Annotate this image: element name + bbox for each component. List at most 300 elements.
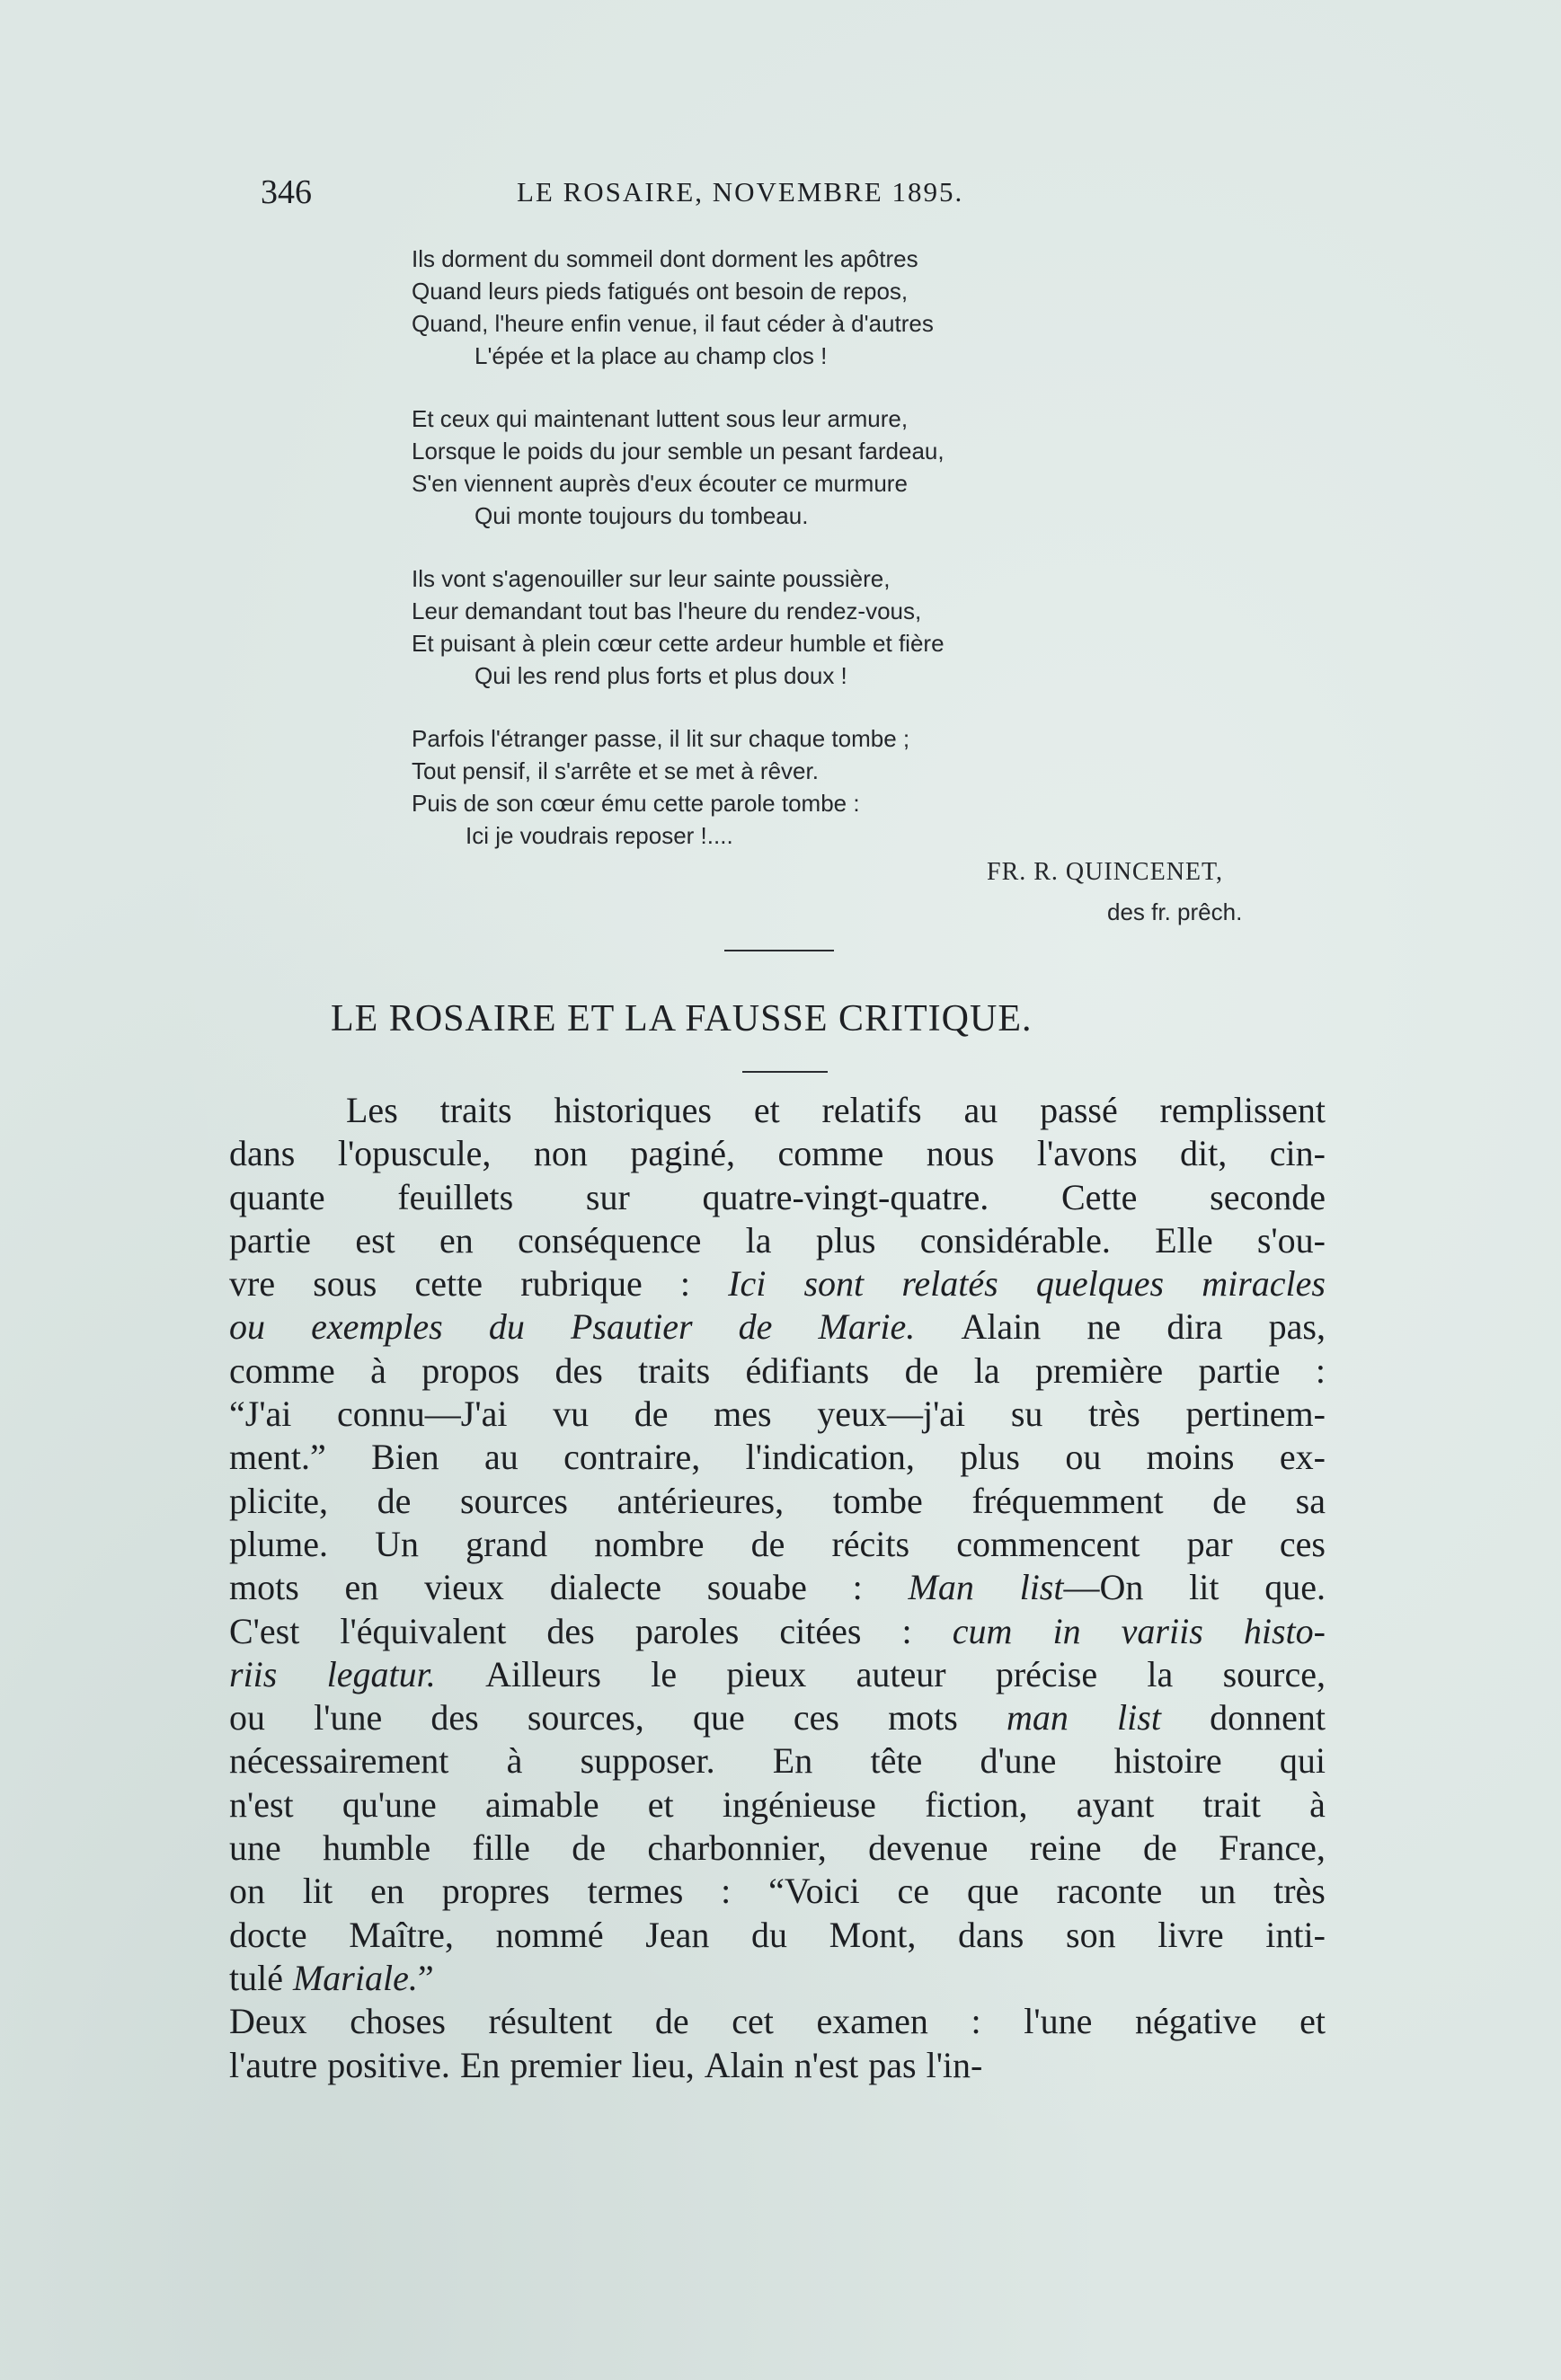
- word: [960, 1436, 1020, 1479]
- text: cin-: [1269, 1133, 1326, 1174]
- text: “Voici: [768, 1871, 860, 1912]
- italic-text: Man: [908, 1567, 974, 1608]
- word: [630, 1132, 735, 1175]
- word: [1040, 1089, 1118, 1132]
- article-line: [229, 1739, 1326, 1783]
- word: [746, 1219, 772, 1262]
- word: [831, 1523, 909, 1566]
- word: [588, 1870, 684, 1913]
- text: n'est: [229, 1783, 294, 1825]
- text: termes: [587, 1871, 684, 1912]
- text: “J'ai: [229, 1393, 292, 1435]
- word: [794, 1696, 839, 1739]
- text: pieux: [726, 1653, 807, 1694]
- word: [229, 1783, 294, 1827]
- word: [303, 1870, 333, 1913]
- word: [868, 1827, 988, 1870]
- poem-line: Qui les rend plus forts et plus doux !: [475, 662, 847, 689]
- word: [1020, 1566, 1144, 1609]
- word: [581, 1739, 715, 1783]
- word: [229, 1480, 328, 1523]
- word: [1223, 1653, 1326, 1696]
- word: [489, 2000, 613, 2043]
- word: [870, 1739, 922, 1783]
- text: de: [904, 1349, 939, 1391]
- word: [655, 2000, 689, 2043]
- word: [909, 1566, 974, 1609]
- word: [1244, 1610, 1326, 1653]
- text: considérable.: [919, 1219, 1111, 1261]
- text: moins: [1146, 1437, 1235, 1478]
- word: [229, 1827, 281, 1870]
- poem-line: Lorsque le poids du jour semble un pesant fardeau,: [412, 438, 945, 464]
- text: France,: [1219, 1827, 1326, 1869]
- word: [648, 1783, 674, 1827]
- text: au: [963, 1090, 998, 1130]
- text: En: [459, 2044, 501, 2085]
- text: examen: [816, 2001, 928, 2042]
- text: aimable: [484, 1783, 599, 1825]
- text: :: [721, 1871, 732, 1912]
- word: [313, 1262, 377, 1305]
- article-line: [229, 1566, 1326, 1609]
- word: [1135, 2000, 1257, 2043]
- text: que.: [1264, 1567, 1326, 1608]
- italic-text: Psautier: [570, 1306, 693, 1348]
- text: humble: [323, 1827, 431, 1869]
- text: fréquemment: [971, 1480, 1164, 1521]
- text: passé: [1040, 1090, 1118, 1130]
- italic-text: in: [1052, 1610, 1081, 1651]
- word: [485, 1653, 601, 1696]
- word: [1114, 1739, 1222, 1783]
- page-number: 346: [261, 173, 312, 211]
- text: qu'une: [341, 1783, 437, 1825]
- poem-line: Quand leurs pieds fatigués ont besoin de repos,: [412, 278, 909, 305]
- text: sa: [1295, 1480, 1326, 1521]
- word: [460, 2044, 500, 2087]
- text: plicite,: [229, 1480, 328, 1521]
- poem-signature-role: des fr. prêch.: [1107, 898, 1243, 925]
- text: :: [971, 2001, 981, 2042]
- italic-text: legatur.: [326, 1653, 436, 1694]
- text: C'est: [229, 1610, 300, 1651]
- word: [338, 1132, 492, 1175]
- italic-text: list: [1019, 1567, 1064, 1608]
- italic-text: man: [1007, 1697, 1069, 1739]
- word: [594, 1523, 704, 1566]
- italic-text: Mariale.: [292, 1957, 418, 1998]
- word: [726, 1653, 806, 1696]
- word: [314, 1696, 382, 1739]
- word: [1066, 1914, 1116, 1957]
- word: [370, 1870, 404, 1913]
- text: quatre-vingt-quatre.: [702, 1176, 989, 1217]
- text: négative: [1134, 2001, 1257, 2042]
- text: En: [772, 1740, 813, 1782]
- text: d'une: [980, 1740, 1057, 1782]
- poem-stanza: [412, 243, 1310, 372]
- word: [1011, 1393, 1043, 1436]
- text: son: [1066, 1914, 1116, 1955]
- text: inti-: [1265, 1914, 1326, 1955]
- text: de: [654, 2001, 689, 2042]
- text: comme: [777, 1133, 884, 1174]
- italic-text: riis: [229, 1653, 278, 1694]
- word: [229, 1436, 326, 1479]
- word: [1203, 1783, 1261, 1827]
- word: [1061, 1176, 1137, 1219]
- text: sur: [585, 1176, 630, 1217]
- text: historiques: [554, 1090, 712, 1130]
- word: [327, 2044, 450, 2087]
- word: [974, 1349, 1000, 1393]
- text: précise: [995, 1653, 1098, 1694]
- word: [902, 1610, 912, 1653]
- text: s'ou-: [1256, 1219, 1326, 1261]
- text: supposer.: [580, 1740, 715, 1782]
- text: ex-: [1279, 1437, 1326, 1478]
- text: très: [1088, 1393, 1140, 1435]
- word: [925, 1783, 1027, 1827]
- word: [1257, 1219, 1326, 1262]
- text: conséquence: [518, 1219, 702, 1261]
- word: [572, 1827, 606, 1870]
- word: [794, 2044, 859, 2087]
- text: source,: [1222, 1653, 1326, 1694]
- article-line: [229, 1393, 1326, 1436]
- text: la: [973, 1349, 1000, 1391]
- text: paroles: [634, 1610, 740, 1651]
- italic-text: quelques: [1035, 1263, 1165, 1305]
- word: [229, 1696, 265, 1739]
- text: rubrique: [520, 1263, 643, 1305]
- word: [1185, 1393, 1326, 1436]
- word: [751, 1914, 787, 1957]
- text: mots: [888, 1697, 958, 1739]
- text: dans: [958, 1914, 1024, 1955]
- word: [739, 1305, 773, 1349]
- text: est: [355, 1219, 395, 1261]
- word: [638, 1349, 710, 1393]
- text: livre: [1157, 1914, 1224, 1955]
- text: et: [1299, 2001, 1326, 2042]
- poem-stanza: [412, 722, 1310, 852]
- text: de: [750, 1523, 785, 1564]
- word: [980, 1739, 1056, 1783]
- word: [819, 1305, 916, 1349]
- word: [484, 1436, 519, 1479]
- text: dans: [229, 1133, 296, 1174]
- word: [751, 1523, 785, 1566]
- text: :: [679, 1263, 690, 1305]
- word: [746, 1349, 870, 1393]
- text: l'indication,: [745, 1437, 915, 1478]
- word: [927, 1132, 995, 1175]
- text: plus: [815, 1219, 876, 1261]
- word: [728, 1262, 766, 1305]
- text: dialecte: [549, 1567, 662, 1608]
- text: choses: [350, 2001, 446, 2042]
- text: vu: [553, 1393, 590, 1435]
- word: [732, 2000, 774, 2043]
- text: ”: [417, 1957, 434, 1998]
- text: citées: [779, 1610, 862, 1651]
- word: [971, 2000, 981, 2043]
- poem-signature-name: FR. R. QUINCENET,: [987, 858, 1224, 886]
- text: feuillets: [397, 1176, 514, 1217]
- word: [229, 1739, 448, 1783]
- text: Un: [375, 1523, 419, 1564]
- word: [518, 1219, 701, 1262]
- word: [1198, 1349, 1280, 1393]
- word: [340, 1610, 506, 1653]
- text: lit: [302, 1871, 333, 1912]
- word: [1065, 1436, 1101, 1479]
- title-underline: [742, 1071, 828, 1073]
- text: l'avons: [1036, 1133, 1138, 1174]
- article-line: [229, 1480, 1326, 1523]
- text: :: [852, 1567, 863, 1608]
- text: de: [1142, 1827, 1177, 1869]
- word: [528, 1696, 644, 1739]
- italic-text: Marie.: [818, 1306, 916, 1348]
- word: [485, 1783, 599, 1827]
- word: [1030, 1827, 1102, 1870]
- word: [723, 1783, 876, 1827]
- text: fiction,: [925, 1783, 1028, 1825]
- word: [953, 1610, 1013, 1653]
- text: paginé,: [630, 1133, 736, 1174]
- word: [546, 1610, 594, 1653]
- text: plume.: [229, 1523, 328, 1564]
- word: [229, 1566, 299, 1609]
- text: tombe: [832, 1480, 923, 1521]
- text: l'équivalent: [340, 1610, 507, 1651]
- word: [1273, 1870, 1326, 1913]
- article-body: [229, 1089, 1326, 2087]
- text: commencent: [956, 1523, 1140, 1564]
- poem-line: Puis de son cœur ému cette parole tombe :: [412, 790, 860, 817]
- word: [1035, 1349, 1163, 1393]
- text: l'in-: [926, 2044, 983, 2085]
- text: contraire,: [563, 1437, 701, 1478]
- word: [323, 1827, 430, 1870]
- poem-line: Et puisant à plein cœur cette ardeur humble et fière: [412, 630, 945, 657]
- text: résultent: [488, 2001, 613, 2042]
- text: dit,: [1180, 1133, 1228, 1174]
- word: [1117, 1696, 1161, 1739]
- text: connu—J'ai: [337, 1393, 508, 1435]
- word: [1219, 1827, 1326, 1870]
- text: raconte: [1056, 1871, 1163, 1912]
- text: pertinem-: [1185, 1393, 1326, 1435]
- text: relatifs: [821, 1090, 922, 1130]
- italic-text: cum: [952, 1610, 1013, 1651]
- text: la: [745, 1219, 772, 1261]
- text: sources: [460, 1480, 568, 1521]
- word: [472, 1827, 529, 1870]
- word: [553, 1393, 589, 1436]
- article-line: [229, 1089, 1326, 1132]
- section-divider: [724, 950, 834, 951]
- word: [1088, 1393, 1140, 1436]
- italic-text: relatés: [901, 1263, 998, 1305]
- word: [958, 1914, 1024, 1957]
- word: [1264, 1566, 1326, 1609]
- text: à: [370, 1349, 386, 1391]
- word: [1024, 2000, 1092, 2043]
- word: [754, 1089, 780, 1132]
- text: et: [647, 1783, 674, 1825]
- word: [397, 1176, 513, 1219]
- word: [571, 1305, 693, 1349]
- text: auteur: [856, 1653, 946, 1694]
- article-line: [229, 1610, 1326, 1653]
- text: antérieures,: [616, 1480, 785, 1521]
- word: [971, 1480, 1163, 1523]
- word: [355, 1219, 395, 1262]
- text: fille: [472, 1827, 530, 1869]
- word: [721, 1870, 731, 1913]
- article-line: [229, 1262, 1326, 1305]
- text: des: [546, 1610, 595, 1651]
- word: [1316, 1349, 1326, 1393]
- text: ayant: [1076, 1783, 1155, 1825]
- word: [293, 1957, 434, 2000]
- word: [1057, 1870, 1163, 1913]
- word: [350, 2000, 446, 2043]
- word: [496, 1914, 604, 1957]
- text: on: [229, 1871, 265, 1912]
- poem-line: Ils vont s'agenouiller sur leur sainte poussière,: [412, 565, 891, 592]
- word: [927, 2044, 983, 2087]
- text: ou: [229, 1697, 265, 1739]
- word: [803, 1262, 864, 1305]
- word: [996, 1653, 1097, 1696]
- text: l'autre: [229, 2044, 318, 2085]
- word: [1210, 1176, 1326, 1219]
- poem-line: Parfois l'étranger passe, il lit sur chaque tombe ;: [412, 725, 910, 752]
- text: première: [1034, 1349, 1164, 1391]
- word: [377, 1480, 412, 1523]
- article-line: [229, 1914, 1326, 1957]
- italic-text: histo-: [1243, 1610, 1326, 1651]
- text: Alain: [961, 1306, 1042, 1348]
- word: [229, 1523, 328, 1566]
- word: [229, 1393, 291, 1436]
- word: [1166, 1305, 1222, 1349]
- word: [466, 1523, 547, 1566]
- text: Ailleurs: [485, 1653, 601, 1694]
- word: [375, 1523, 419, 1566]
- poem-line: Ici je voudrais reposer !....: [466, 822, 733, 849]
- word: [703, 1176, 989, 1219]
- word: [229, 2000, 307, 2043]
- poem-line: Leur demandant tout bas l'heure du rendez-vous,: [412, 597, 922, 624]
- word: [345, 1566, 379, 1609]
- word: [229, 1305, 265, 1349]
- word: [856, 1653, 946, 1696]
- text: ces: [793, 1697, 839, 1739]
- text: ment.”: [229, 1437, 326, 1478]
- poem-line: L'épée et la place au champ clos !: [475, 342, 828, 369]
- word: [371, 1436, 439, 1479]
- article-line: [229, 1349, 1326, 1393]
- text: sources,: [527, 1697, 644, 1739]
- text: de: [377, 1480, 412, 1521]
- word: [1309, 1783, 1326, 1827]
- text: récits: [831, 1523, 910, 1564]
- text: de: [1212, 1480, 1246, 1521]
- text: comme: [229, 1349, 335, 1391]
- text: trait: [1202, 1783, 1261, 1825]
- page-header: [261, 173, 1123, 226]
- text: ingénieuse: [722, 1783, 876, 1825]
- word: [967, 1870, 1019, 1913]
- word: [1086, 1305, 1121, 1349]
- article-line: [229, 1870, 1326, 1913]
- poem-line: Et ceux qui maintenant luttent sous leur armure,: [412, 405, 909, 432]
- text: que: [692, 1697, 745, 1739]
- word: [963, 1089, 998, 1132]
- text: pas,: [1268, 1306, 1326, 1348]
- text: :: [1315, 1349, 1326, 1391]
- word: [337, 1393, 507, 1436]
- word: [370, 1349, 386, 1393]
- text: propres: [441, 1871, 550, 1912]
- word: [1280, 1436, 1326, 1479]
- running-head: LE ROSAIRE, NOVEMBRE 1895.: [517, 176, 964, 208]
- text: nécessairement: [229, 1740, 449, 1782]
- article-line: [229, 1176, 1326, 1219]
- poem-line: Ils dorment du sommeil dont dorment les apôtres: [412, 245, 918, 272]
- word: [1052, 1610, 1080, 1653]
- text: premier: [510, 2044, 622, 2085]
- text: et: [753, 1090, 780, 1130]
- article-line: [229, 1827, 1326, 1870]
- word: [1007, 1696, 1069, 1739]
- text: par: [1186, 1523, 1233, 1564]
- text: ce: [897, 1871, 930, 1912]
- article-line: [229, 2000, 1326, 2043]
- poem-stanza: [412, 562, 1310, 692]
- word: [779, 1610, 861, 1653]
- text: Alain: [704, 2044, 785, 2085]
- text: l'une: [1024, 2001, 1093, 2042]
- word: [1036, 1262, 1164, 1305]
- word: [1280, 1739, 1326, 1783]
- text: mes: [714, 1393, 772, 1435]
- italic-text: exemples: [311, 1306, 443, 1348]
- word: [520, 1262, 643, 1305]
- article-line: [229, 1523, 1326, 1566]
- text: seconde: [1210, 1176, 1326, 1217]
- word: [1155, 1219, 1212, 1262]
- word: [817, 1393, 965, 1436]
- text: vieux: [424, 1567, 504, 1608]
- italic-text: variis: [1121, 1610, 1203, 1651]
- word: [1122, 1610, 1203, 1653]
- article-line: [229, 1783, 1326, 1827]
- word: [1160, 1089, 1326, 1132]
- word: [714, 1393, 771, 1436]
- word: [554, 1089, 712, 1132]
- text: très: [1273, 1871, 1326, 1912]
- text: ou: [1065, 1437, 1102, 1478]
- word: [327, 1653, 436, 1696]
- word: [1280, 1523, 1326, 1566]
